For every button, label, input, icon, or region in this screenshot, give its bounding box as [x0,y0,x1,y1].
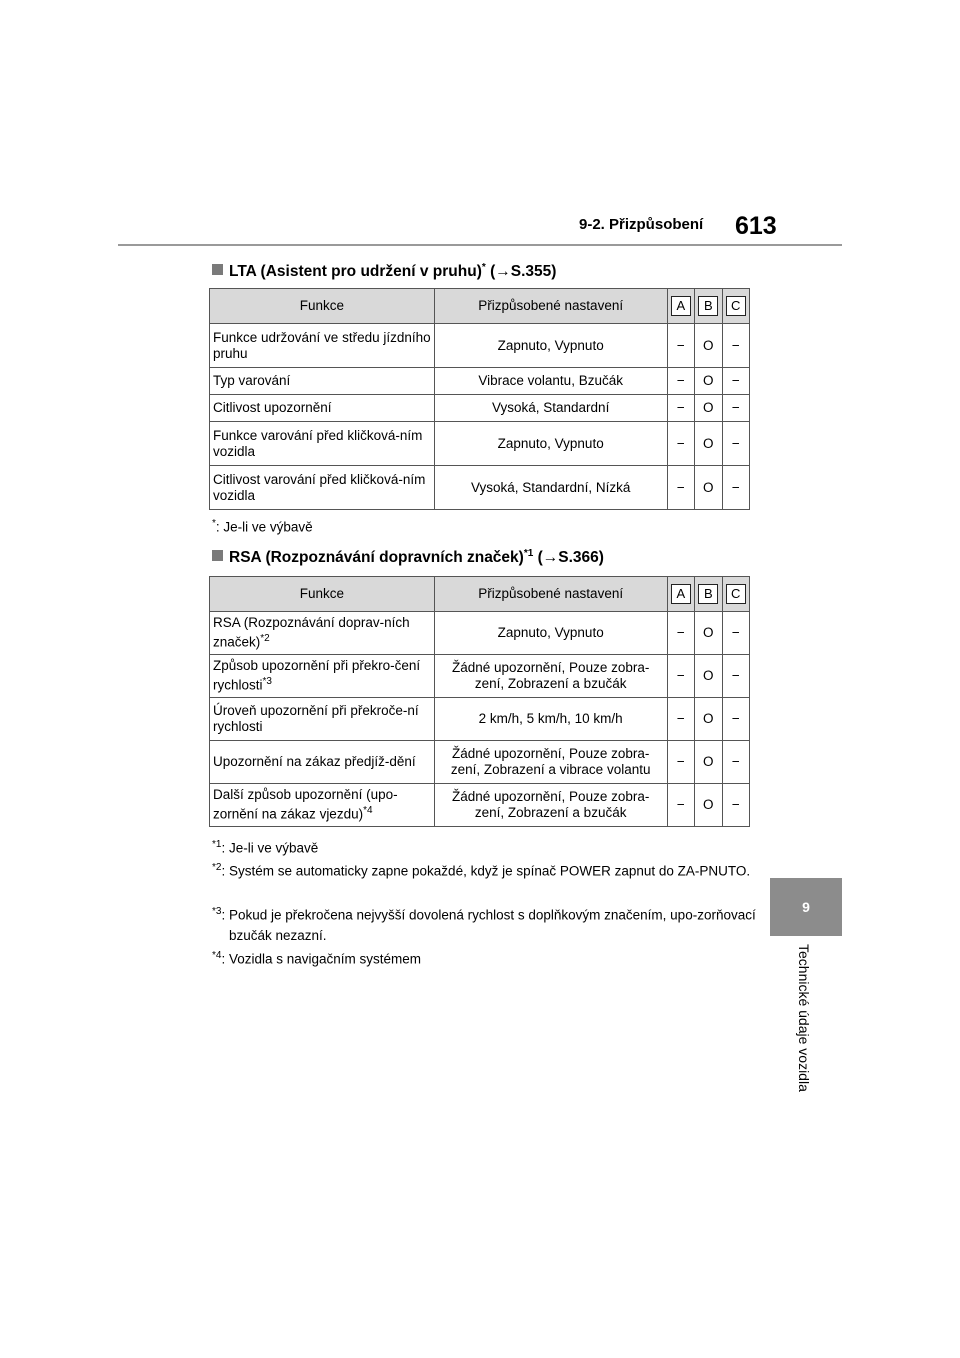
footnote-text: : Systém se automaticky zapne pokaždé, když je spínač POWER zapnut do ZA-PNUTO. [221,863,751,879]
lta-title-sup: * [481,262,486,273]
cell-b: O [695,655,722,698]
table-row [210,655,750,698]
square-bullet-icon [212,550,223,561]
cell-b: O [695,612,722,655]
cell-function-text: RSA (Rozpoznávání doprav-ních značek) [213,615,410,650]
cell-function: Upozornění na zákaz předjíž-dění [210,741,435,784]
cell-function [210,612,435,655]
box-c-icon: C [726,296,746,316]
cell-setting: Žádné upozornění, Pouze zobra-zení, Zobrazení a bzučák [434,784,667,827]
table-row [210,422,750,466]
footnote-text: : Je-li ve výbavě [221,840,319,856]
rsa-footnote [212,946,421,970]
col-setting: Přizpůsobené nastavení [434,289,667,324]
lta-heading [212,262,556,281]
chapter-tab [770,878,842,936]
col-a [667,289,694,324]
rsa-table [209,576,750,827]
table-row [210,368,750,395]
footnote-mark: *2 [212,862,222,873]
chapter-number: 9 [802,899,810,915]
table-header-row [210,577,750,612]
col-b [695,289,722,324]
cell-function [210,784,435,827]
cell-function: Citlivost upozornění [210,395,435,422]
table-row [210,612,750,655]
cell-c: − [722,741,749,784]
page-header [0,0,960,260]
cell-function: Funkce udržování ve středu jízdního pruhu [210,324,435,368]
table-row [210,466,750,510]
cell-setting: Vysoká, Standardní, Nízká [434,466,667,510]
lta-table [209,288,750,510]
cell-function: Typ varování [210,368,435,395]
lta-ref-link[interactable]: (→S.355) [485,263,557,281]
cell-function-sup: *3 [262,676,272,688]
box-b-icon: B [698,296,718,316]
cell-function-sup: *4 [363,805,373,817]
cell-c: − [722,324,749,368]
col-c [722,289,749,324]
cell-a: − [667,422,694,466]
cell-function: Úroveň upozornění při překroče-ní rychlosti [210,698,435,741]
footnote-mark: *1 [212,839,222,850]
footnote-mark: * [212,518,216,529]
rsa-footnote [212,902,769,946]
cell-a: − [667,466,694,510]
box-b-icon: B [698,584,718,604]
col-b [695,577,722,612]
col-setting: Přizpůsobené nastavení [434,577,667,612]
cell-setting: Zapnuto, Vypnuto [434,422,667,466]
cell-setting: Zapnuto, Vypnuto [434,324,667,368]
col-function: Funkce [210,289,435,324]
cell-c: − [722,784,749,827]
table-row [210,698,750,741]
cell-c: − [722,612,749,655]
cell-b: O [695,466,722,510]
cell-b: O [695,741,722,784]
cell-b: O [695,784,722,827]
section-title: 9-2. Přizpůsobení [579,216,704,233]
cell-c: − [722,466,749,510]
cell-a: − [667,784,694,827]
cell-a: − [667,324,694,368]
col-function: Funkce [210,577,435,612]
table-row [210,784,750,827]
lta-title: LTA (Asistent pro udržení v pruhu) [229,263,482,281]
col-c [722,577,749,612]
cell-setting: 2 km/h, 5 km/h, 10 km/h [434,698,667,741]
table-row [210,741,750,784]
cell-b: O [695,368,722,395]
table-row [210,324,750,368]
lta-footnote [212,514,313,538]
table-row [210,395,750,422]
cell-setting: Zapnuto, Vypnuto [434,612,667,655]
cell-setting: Žádné upozornění, Pouze zobra-zení, Zobrazení a vibrace volantu [434,741,667,784]
rsa-footnote [212,858,769,882]
footnote-mark: *3 [212,906,222,917]
cell-b: O [695,324,722,368]
col-a [667,577,694,612]
rsa-ref-link[interactable]: (→S.366) [533,549,604,567]
rsa-title-sup: *1 [523,548,534,559]
footnote-text: : Je-li ve výbavě [215,519,313,535]
square-bullet-icon [212,264,223,275]
cell-setting: Žádné upozornění, Pouze zobra-zení, Zobrazení a bzučák [434,655,667,698]
cell-a: − [667,741,694,784]
cell-c: − [722,422,749,466]
cell-setting: Vibrace volantu, Bzučák [434,368,667,395]
box-c-icon: C [726,584,746,604]
cell-setting: Vysoká, Standardní [434,395,667,422]
cell-function: Funkce varování před kličková-ním vozidla [210,422,435,466]
page-number: 613 [735,212,777,240]
cell-c: − [722,368,749,395]
cell-b: O [695,698,722,741]
footnote-text: : Vozidla s navigačním systémem [221,951,422,967]
cell-function-sup: *2 [260,633,270,645]
chapter-side-label: Technické údaje vozidla [796,944,812,1092]
box-a-icon: A [671,584,691,604]
rsa-heading [212,548,604,567]
rsa-title: RSA (Rozpoznávání dopravních značek) [229,549,524,567]
cell-function: Citlivost varování před kličková-ním vozidla [210,466,435,510]
cell-a: − [667,395,694,422]
cell-function-text: Způsob upozornění při překro-čení rychlosti [213,658,421,693]
cell-b: O [695,422,722,466]
footnote-mark: *4 [212,950,222,961]
cell-a: − [667,655,694,698]
box-a-icon: A [671,296,691,316]
cell-a: − [667,612,694,655]
cell-c: − [722,395,749,422]
cell-b: O [695,395,722,422]
header-divider [118,244,842,246]
cell-function-text: Další způsob upozornění (upo-zornění na zákaz vjezdu) [213,787,398,822]
table-header-row [210,289,750,324]
cell-function [210,655,435,698]
cell-a: − [667,368,694,395]
cell-c: − [722,698,749,741]
footnote-text: : Pokud je překročena nejvyšší dovolená rychlost s doplňkovým značením, upo-zorňovací bzučák nezazní. [221,907,756,943]
cell-a: − [667,698,694,741]
rsa-footnote [212,835,318,859]
cell-c: − [722,655,749,698]
